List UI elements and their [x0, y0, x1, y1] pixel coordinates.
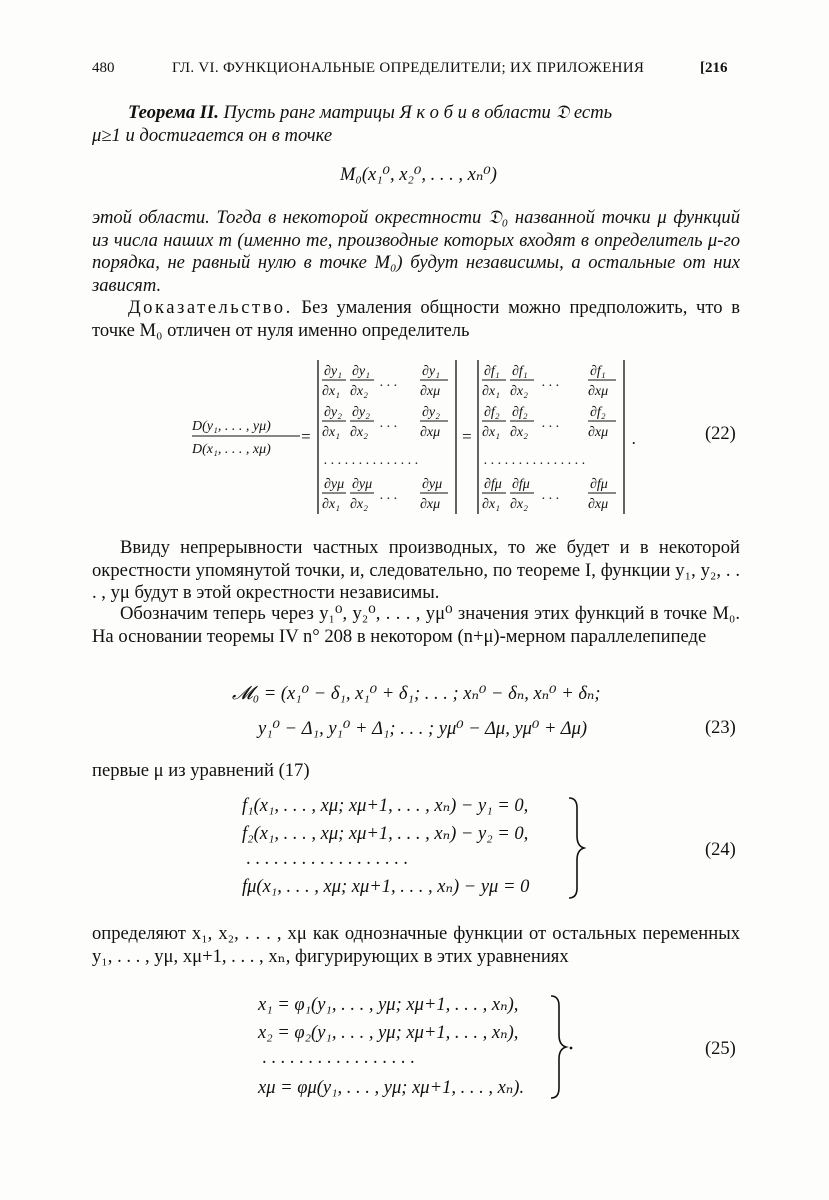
equation-24-dots: . . . . . . . . . . . . . . . . . . [246, 849, 408, 869]
equation-24-line1: f₁(x₁, . . . , xμ; xμ+1, . . . , xₙ) − y₁ = 0, [242, 796, 529, 816]
svg-text:∂f₂: ∂f₂ [590, 405, 606, 420]
equation-25-line1: x₁ = φ₁(y₁, . . . , yμ; xμ+1, . . . , xₙ), [258, 995, 519, 1015]
svg-text:∂x₂: ∂x₂ [350, 384, 368, 399]
svg-text:∂x₁: ∂x₁ [322, 497, 340, 512]
svg-text:. . .: . . . [542, 375, 560, 390]
page-number: 480 [92, 60, 115, 76]
svg-text:. . . . . . . . . . . . . . .: . . . . . . . . . . . . . . . [484, 453, 586, 468]
svg-text:. . .: . . . [542, 488, 560, 503]
svg-text:∂x₁: ∂x₁ [322, 384, 340, 399]
svg-text:∂yμ: ∂yμ [352, 477, 373, 492]
notation-paragraph: Обозначим теперь через y₁⁰, y₂⁰, . . . , yμ⁰ значения этих функций в точке M₀. На основании теоремы IV n° 208 в некотором (n+μ)-мерном параллелепипеде [92, 603, 740, 647]
svg-text:. . .: . . . [380, 375, 398, 390]
svg-text:. . . . . . . . . . . . . .: . . . . . . . . . . . . . . [324, 453, 419, 468]
svg-text:∂y₁: ∂y₁ [324, 364, 342, 379]
theorem-statement [92, 102, 740, 147]
svg-text:. . .: . . . [380, 488, 398, 503]
equation-24-line2: f₂(x₁, . . . , xμ; xμ+1, . . . , xₙ) − y₂ = 0, [242, 824, 529, 844]
svg-text:∂yμ: ∂yμ [324, 477, 345, 492]
svg-text:∂xμ: ∂xμ [588, 425, 609, 440]
svg-text:.: . [632, 429, 637, 448]
svg-text:∂x₂: ∂x₂ [510, 425, 528, 440]
svg-text:∂xμ: ∂xμ [420, 425, 441, 440]
equation-23-line1: 𝓜₀ = (x₁⁰ − δ₁, x₁⁰ + δ₁; . . . ; xₙ⁰ − δₙ, xₙ⁰ + δₙ; [232, 684, 601, 704]
svg-text:∂fμ: ∂fμ [590, 477, 608, 492]
equation-25-dots: . . . . . . . . . . . . . . . . . [262, 1048, 415, 1068]
svg-text:∂x₁: ∂x₁ [482, 425, 500, 440]
svg-text:∂x₂: ∂x₂ [510, 384, 528, 399]
svg-text:∂x₁: ∂x₁ [482, 384, 500, 399]
jacobian-numerator: D(y₁, . . . , yμ) [192, 419, 271, 434]
svg-text:∂y₂: ∂y₂ [352, 405, 370, 420]
equation-22-determinant [180, 352, 650, 522]
equation-23-number: (23) [705, 718, 736, 738]
svg-text:. . .: . . . [542, 416, 560, 431]
equation-22-number: (22) [705, 424, 736, 444]
section-number: [216 [700, 60, 728, 76]
equation-25-line2: x₂ = φ₂(y₁, . . . , yμ; xμ+1, . . . , xₙ), [258, 1023, 519, 1043]
chapter-title: ГЛ. VI. ФУНКЦИОНАЛЬНЫЕ ОПРЕДЕЛИТЕЛИ; ИХ ПРИЛОЖЕНИЯ [172, 60, 645, 76]
svg-text:∂f₂: ∂f₂ [512, 405, 528, 420]
svg-text:∂x₁: ∂x₁ [322, 425, 340, 440]
svg-text:∂f₂: ∂f₂ [484, 405, 500, 420]
theorem-body: этой области. Тогда в некоторой окрестности 𝔇₀ названной точки μ функций из числа наших m (именно те, производные которых входят в определитель μ-го порядка, не равный нулю в точке M₀) будут независимы, а остальные от них зависят. [92, 207, 740, 296]
continuity-paragraph: Ввиду непрерывности частных производных, то же будет и в некоторой окрестности упомянутой точки, и, следовательно, по теореме I, функции y₁, y₂, . . . , yμ будут в этой окрестности независимы. [92, 537, 740, 603]
theorem-line2: μ≥1 и достигается он в точке [92, 124, 333, 146]
svg-text:∂yμ: ∂yμ [422, 477, 443, 492]
proof-text: Без умаления общности можно предположить, что в точке M₀ отличен от нуля именно определитель [92, 297, 740, 341]
svg-text:∂xμ: ∂xμ [588, 497, 609, 512]
svg-text:∂y₂: ∂y₂ [324, 405, 342, 420]
equation-24-brace [566, 796, 586, 900]
svg-text:∂x₂: ∂x₂ [350, 425, 368, 440]
svg-text:∂y₂: ∂y₂ [422, 405, 440, 420]
determine-paragraph: определяют x₁, x₂, . . . , xμ как однозначные функции от остальных переменных y₁, . . . , yμ, xμ+1, . . . , xₙ, фигурирующих в этих уравнениях [92, 923, 740, 967]
equation-25-line4: xμ = φμ(y₁, . . . , yμ; xμ+1, . . . , xₙ). [258, 1078, 525, 1098]
svg-text:∂fμ: ∂fμ [484, 477, 502, 492]
svg-text:=: = [300, 427, 312, 446]
equation-23-line2: y₁⁰ − Δ₁, y₁⁰ + Δ₁; . . . ; yμ⁰ − Δμ, yμ⁰ + Δμ) [258, 719, 588, 739]
svg-text:∂fμ: ∂fμ [512, 477, 530, 492]
svg-text:∂x₂: ∂x₂ [510, 497, 528, 512]
equation-24-number: (24) [705, 840, 736, 860]
svg-text:∂y₁: ∂y₁ [352, 364, 370, 379]
svg-text:∂f₁: ∂f₁ [512, 364, 528, 379]
svg-text:∂xμ: ∂xμ [588, 384, 609, 399]
svg-text:∂xμ: ∂xμ [420, 384, 441, 399]
theorem-line1: Пусть ранг матрицы Я к о б и в области 𝔇 есть [223, 102, 613, 123]
point-m0: M₀(x₁⁰, x₂⁰, . . . , xₙ⁰) [340, 165, 497, 185]
svg-text:∂x₁: ∂x₁ [482, 497, 500, 512]
svg-text:∂y₁: ∂y₁ [422, 364, 440, 379]
svg-text:∂x₂: ∂x₂ [350, 497, 368, 512]
proof-paragraph [92, 297, 740, 342]
svg-text:. . .: . . . [380, 416, 398, 431]
jacobian-denominator: D(x₁, . . . , xμ) [192, 442, 271, 457]
proof-label: Доказательство. [128, 297, 293, 318]
equation-25-brace [548, 994, 574, 1100]
theorem-title: Теорема II. [128, 102, 219, 123]
svg-text:∂xμ: ∂xμ [420, 497, 441, 512]
svg-text:∂f₁: ∂f₁ [590, 364, 606, 379]
equation-24-line4: fμ(x₁, . . . , xμ; xμ+1, . . . , xₙ) − yμ = 0 [242, 877, 530, 897]
equation-25-number: (25) [705, 1039, 736, 1059]
svg-text:=: = [461, 427, 473, 446]
first-mu-equations-text: первые μ из уравнений (17) [92, 760, 310, 781]
svg-text:∂f₁: ∂f₁ [484, 364, 500, 379]
